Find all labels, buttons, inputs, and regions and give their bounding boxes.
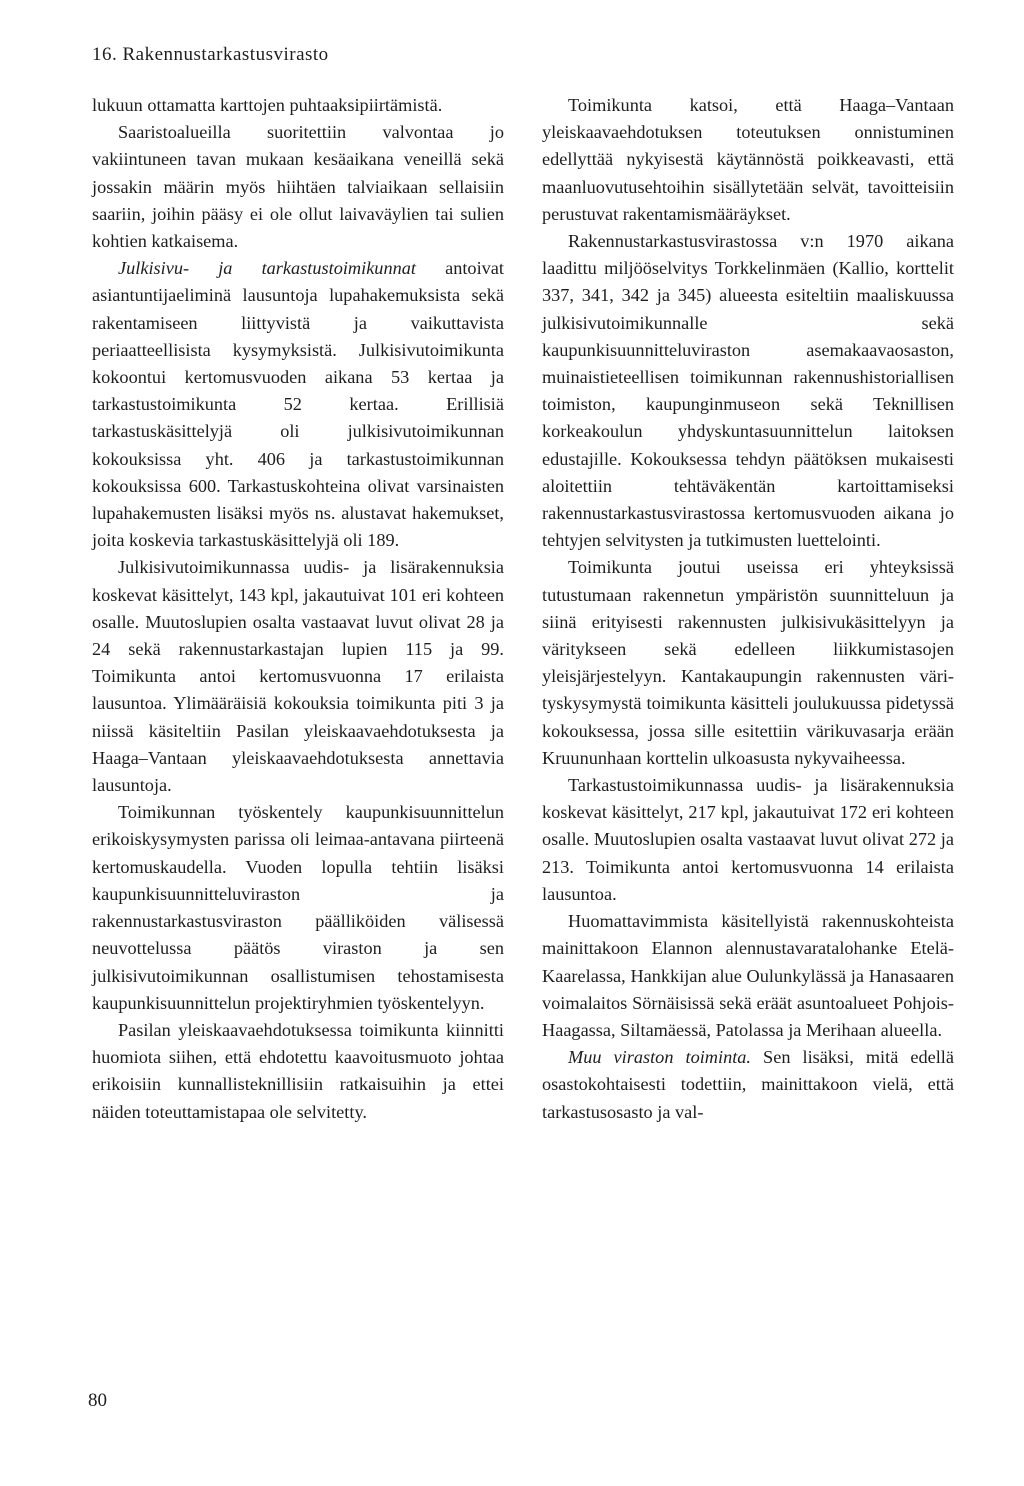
paragraph: Julkisivutoimikunnassa uudis- ja lisärakennuksia koskevat käsittelyt, 143 kpl, jakautuivat 101 eri kohteen osalle. Muutoslupien osalta vastaavat luvut olivat 28 ja 24 sekä rakennustarkastajan lupien 115 ja 99. Toimikunta antoi kertomusvuonna 17 erilaista lausuntoa. Ylimääräisiä kokouksia toimikunta piti 3 ja niissä käsiteltiin Pasilan yleiskaavaehdotuksesta ja Haaga–Vantaan yleiskaavaehdotuksesta annettavia lausuntoja. (92, 557, 504, 796)
paragraph: Tarkastustoimikunnassa uudis- ja lisärakennuksia koskevat käsittelyt, 217 kpl, jakautuivat 172 eri kohteen osalle. Muutoslupien osalta vastaavat luvut olivat 272 ja 213. Toimikunta antoi kertomusvuonna 14 erilaista lausuntoa. (542, 775, 954, 904)
paragraph: Toimikunta katsoi, että Haaga–Vantaan yleiskaavaehdotuksen toteutuksen onnistuminen edellyttää nykyisestä käytännöstä poikkeavasti, että maanluovutusehtoihin sisällytetään selvät, tavoitteisiin perustuvat rakentamismääräykset. (542, 95, 954, 224)
paragraph: Rakennustarkastusvirastossa v:n 1970 aikana laadittu miljööselvitys Torkkelinmäen (Kallio, korttelit 337, 341, 342 ja 345) alueesta esiteltiin maaliskuussa julkisivutoimikunnalle sekä kaupunkisuunnitteluviraston asemakaavaosaston, muinaistieteellisen toimikunnan rakennushistoriallisen toimiston, kaupunginmuseon sekä Teknillisen korkeakoulun yhdyskuntasuunnittelun laitoksen edustajille. Kokouksessa tehdyn päätöksen mukaisesti aloitettiin tehtäväkentän kartoittamiseksi rakennustarkastusvirastossa kertomusvuoden aikana jo tehtyjen selvitysten ja tutkimusten luettelointi. (542, 231, 954, 551)
paragraph-text: Sen lisäksi, mitä edellä osastokohtaisesti todettiin, mainittakoon vielä, että tarkastusosasto ja val- (542, 1047, 954, 1122)
section-lead-italic: Muu viraston toiminta. (568, 1047, 752, 1068)
paragraph: lukuun ottamatta karttojen puhtaaksipiirtämistä. (92, 95, 443, 115)
paragraph: Toimikunnan työskentely kaupunkisuunnittelun erikoiskysymysten parissa oli leimaa-antavana piirteenä kertomuskaudella. Vuoden lopulla tehtiin lisäksi kaupunkisuunnitteluviraston ja rakennustarkastusviraston päälliköiden välisessä neuvottelussa päätös viraston ja sen julkisivutoimikunnan osallistumisen tehostamisesta kaupunkisuunnittelun projektiryhmien työskentelyyn. (92, 802, 504, 1013)
paragraph: Pasilan yleiskaavaehdotuksessa toimikunta kiinnitti huomiota siihen, että ehdotettu kaavoitusmuoto johtaa erikoisiin kunnallisteknillisiin ratkaisuihin ja ettei näiden toteuttamistapaa ole selvitetty. (92, 1019, 504, 1122)
paragraph: Saaristoalueilla suoritettiin valvontaa jo vakiintuneen tavan mukaan kesäaikana veneillä sekä jossakin määrin myös hiihtäen talviaikaan sellaisiin saariin, joihin pääsy ei ole ollut laivaväylien tai sulien kohtien katkaisema. (92, 122, 504, 252)
right-column (542, 92, 954, 1126)
paragraph (92, 255, 504, 554)
paragraph: Huomattavimmista käsitellyistä rakennuskohteista mainittakoon Elannon alennustavaratalohanke Etelä-Kaarelassa, Hankkijan alue Oulunkylässä ja Hanasaaren voimalaitos Sörnäisissä sekä eräät asuntoalueet Pohjois-Haagassa, Siltamäessä, Patolassa ja Merihaan alueella. (542, 911, 954, 1040)
left-column (92, 92, 504, 1126)
section-lead-italic: Julkisivu- ja tarkastustoimikunnat (118, 258, 416, 279)
paragraph (542, 1044, 954, 1126)
page-number: 80 (88, 1390, 107, 1411)
paragraph: Toimikunta joutui useissa eri yhteyksissä tutustumaan rakennetun ympäristön suunnitteluun ja siinä erityisesti rakennusten julkisivukäsittelyyn ja väritykseen sekä edelleen liikkumistasojen yleisjärjestelyyn. Kantakaupungin rakennusten värityskysymystä toimikunta käsitteli joulukuussa pidetyssä kokouksessa, jossa sille esitettiin värikuvasarja erään Kruununhaan korttelin ulkoasusta nykyvaiheessa. (542, 557, 954, 768)
paragraph-text: antoivat asiantuntijaeliminä lausuntoja lupahakemuksista sekä rakentamiseen liittyvistä ja vaikuttavista periaatteellisista kysymyksistä. Julkisivutoimikunta kokoontui kertomusvuoden aikana 53 kertaa ja tarkastustoimikunta 52 kertaa. Erillisiä tarkastuskäsittelyjä oli julkisivutoimikunnan kokouksissa yht. 406 ja tarkastustoimikunnan kokouksissa 600. Tarkastuskohteina olivat varsinaisten lupahakemusten lisäksi myös ns. alustavat hakemukset, joita koskevia tarkastuskäsittelyjä oli 189. (92, 258, 504, 551)
running-header: 16. Rakennustarkastusvirasto (92, 44, 329, 65)
